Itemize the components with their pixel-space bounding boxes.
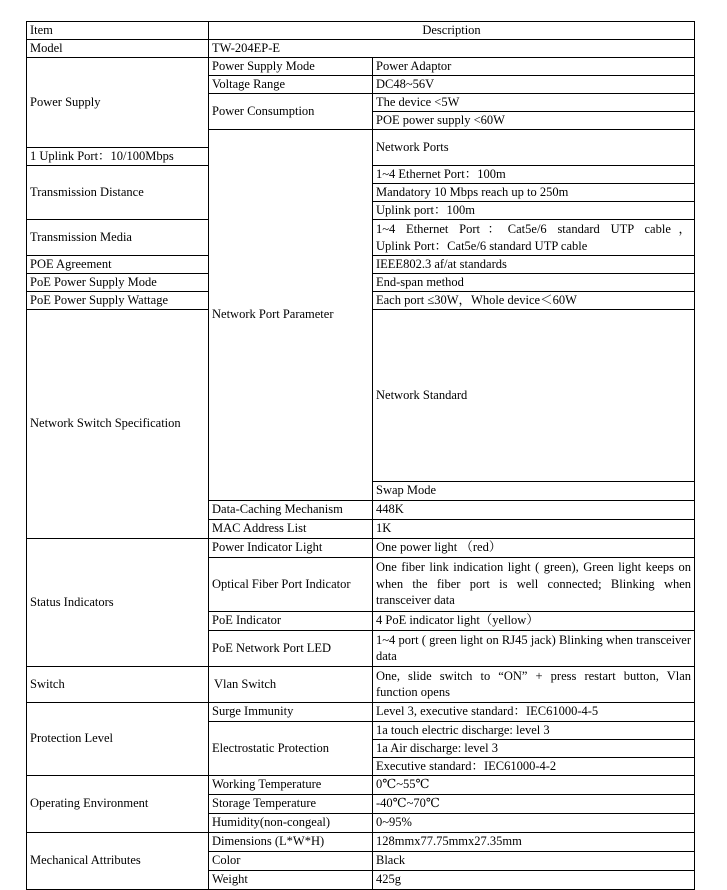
distance-value-3: Uplink port：100m: [373, 202, 695, 220]
header-item: Item: [27, 22, 209, 40]
distance-value-2: Mandatory 10 Mbps reach up to 250m: [373, 184, 695, 202]
switch-group-label: Switch: [27, 666, 209, 702]
color-value: Black: [373, 851, 695, 870]
protection-group-label: Protection Level: [27, 702, 209, 775]
poe-led-label: PoE Network Port LED: [209, 630, 373, 666]
media-value: [373, 220, 695, 256]
status-group-label: Status Indicators: [27, 538, 209, 666]
header-description: Description: [209, 22, 695, 40]
header-row: [27, 22, 695, 40]
consumption-value-1: The device <5W: [373, 94, 695, 112]
switch-spec-group-label: Network Switch Specification: [27, 310, 209, 539]
dimensions-row: [27, 832, 695, 851]
standard-label: Network Standard: [373, 310, 695, 482]
mechanical-group-label: Mechanical Attributes: [27, 832, 209, 889]
cache-value: 448K: [373, 500, 695, 519]
dimensions-value: 128mmx77.75mmx27.35mm: [373, 832, 695, 851]
esd-value-3: Executive standard：IEC61000-4-2: [373, 757, 695, 775]
environment-group-label: Operating Environment: [27, 775, 209, 832]
ports-value-2: 1 Uplink Port：10/100Mbps: [27, 148, 209, 166]
media-value-1: 1~4 Ethernet Port：Cat5e/6 standard UTP cable，: [376, 221, 692, 236]
humidity-label: Humidity(non-congeal): [209, 813, 373, 832]
poe-indicator-value: 4 PoE indicator light（yellow）: [373, 611, 695, 630]
network-port-group-label: Network Port Parameter: [209, 130, 373, 501]
consumption-value-2: POE power supply <60W: [373, 112, 695, 130]
poe-agreement-label: POE Agreement: [27, 256, 209, 274]
surge-value: Level 3, executive standard：IEC61000-4-5: [373, 702, 695, 721]
poe-mode-label: PoE Power Supply Mode: [27, 274, 209, 292]
working-temp-value: 0℃~55℃: [373, 775, 695, 794]
weight-value: 425g: [373, 870, 695, 889]
distance-label: Transmission Distance: [27, 166, 209, 220]
surge-row: [27, 702, 695, 721]
humidity-value: 0~95%: [373, 813, 695, 832]
vlan-value: One, slide switch to “ON” + press restart button, Vlan function opens: [373, 666, 695, 702]
storage-temp-value: -40℃~70℃: [373, 794, 695, 813]
power-light-label: Power Indicator Light: [209, 538, 373, 557]
poe-wattage-label: PoE Power Supply Wattage: [27, 292, 209, 310]
swap-label: Swap Mode: [373, 481, 695, 500]
fiber-label: Optical Fiber Port Indicator: [209, 557, 373, 611]
working-temp-row: [27, 775, 695, 794]
esd-label: Electrostatic Protection: [209, 721, 373, 775]
poe-agreement-value: IEEE802.3 af/at standards: [373, 256, 695, 274]
color-label: Color: [209, 851, 373, 870]
mac-label: MAC Address List: [209, 519, 373, 538]
power-supply-group-label: Power Supply: [27, 58, 209, 148]
dimensions-label: Dimensions (L*W*H): [209, 832, 373, 851]
mac-value: 1K: [373, 519, 695, 538]
storage-temp-label: Storage Temperature: [209, 794, 373, 813]
model-label: Model: [27, 40, 209, 58]
vlan-label: Vlan Switch: [209, 666, 373, 702]
media-value-2: Uplink Port：Cat5e/6 standard UTP cable: [376, 238, 588, 253]
voltage-label: Voltage Range: [209, 76, 373, 94]
power-light-value: One power light （red）: [373, 538, 695, 557]
spec-table: [26, 21, 695, 890]
media-label: Transmission Media: [27, 220, 209, 256]
fiber-value: One fiber link indication light ( green), Green light keeps on when the fiber port is well connected; Blinking when transceiver data: [373, 557, 695, 611]
vlan-row: [27, 666, 695, 702]
working-temp-label: Working Temperature: [209, 775, 373, 794]
power-mode-label: Power Supply Mode: [209, 58, 373, 76]
poe-wattage-value: Each port ≤30W，Whole device＜60W: [373, 292, 695, 310]
ports-label: Network Ports: [373, 130, 695, 166]
poe-indicator-label: PoE Indicator: [209, 611, 373, 630]
esd-value-1: 1a touch electric discharge: level 3: [373, 721, 695, 739]
esd-value-2: 1a Air discharge: level 3: [373, 739, 695, 757]
poe-mode-value: End-span method: [373, 274, 695, 292]
poe-led-value: 1~4 port ( green light on RJ45 jack) Blinking when transceiver data: [373, 630, 695, 666]
consumption-label: Power Consumption: [209, 94, 373, 130]
power-mode-row: [27, 58, 695, 76]
model-row: [27, 40, 695, 58]
power-mode-value: Power Adaptor: [373, 58, 695, 76]
distance-value-1: 1~4 Ethernet Port：100m: [373, 166, 695, 184]
power-light-row: [27, 538, 695, 557]
voltage-value: DC48~56V: [373, 76, 695, 94]
surge-label: Surge Immunity: [209, 702, 373, 721]
weight-label: Weight: [209, 870, 373, 889]
model-value: TW-204EP-E: [209, 40, 695, 58]
cache-label: Data-Caching Mechanism: [209, 500, 373, 519]
